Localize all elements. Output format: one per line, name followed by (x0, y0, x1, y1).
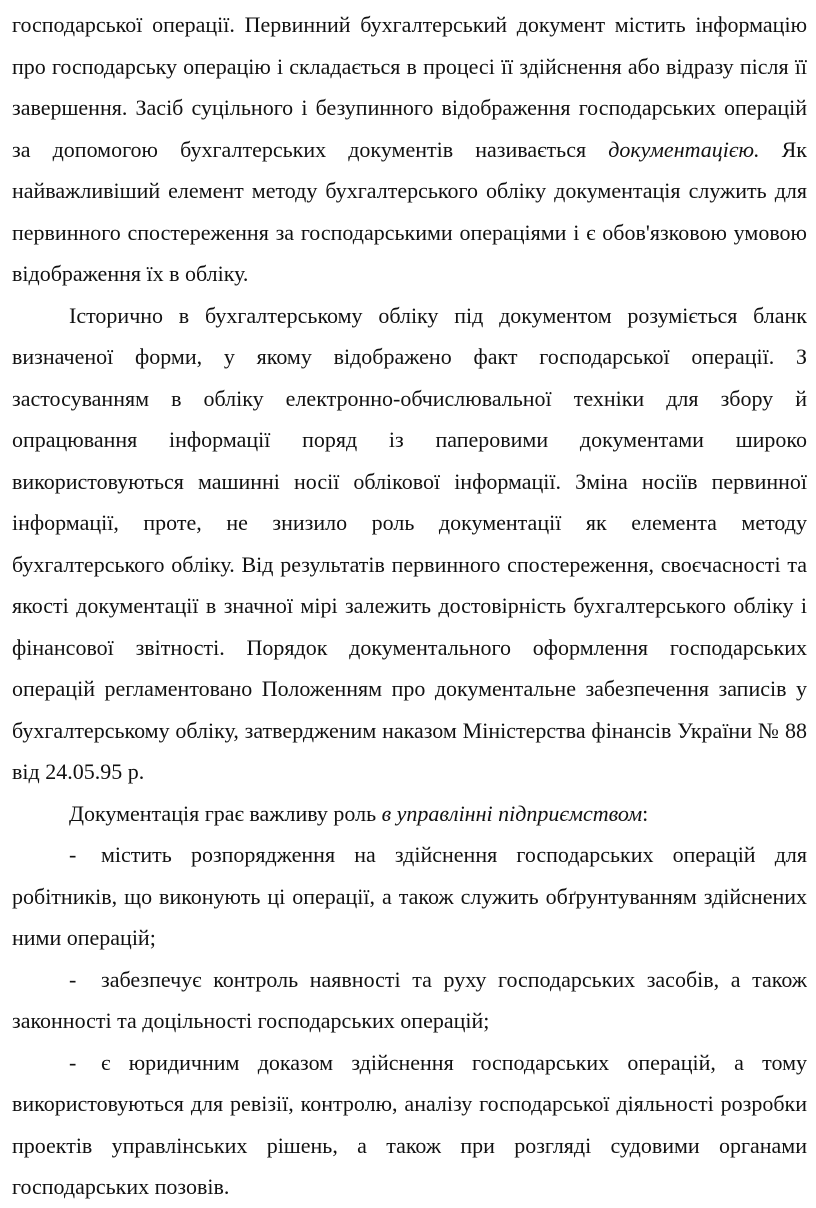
bullet-item (12, 959, 807, 1042)
bullet-text: забезпечує контроль наявності та руху господарських засобів, а також законності та доцільності господарських операцій; (12, 966, 807, 1033)
paragraph-documentation-definition (12, 4, 807, 295)
bullet-item (12, 1042, 807, 1208)
bullet-dash: - (69, 966, 77, 992)
paragraph-text: : (642, 800, 649, 826)
emphasized-term: документацією. (608, 136, 760, 162)
bullet-dash: - (69, 1049, 77, 1075)
bullet-dash: - (69, 842, 77, 867)
bullet-text: містить розпорядження на здійснення господарських операцій для робітників, що виконують ці операції, а також служить обґрунтуванням здійснених ними операцій; (12, 842, 807, 950)
paragraph-management-role (12, 793, 807, 835)
document-page (12, 4, 807, 1208)
paragraph-text: Як найважливіший елемент методу бухгалтерського обліку документація служить для первинного спостереження за господарськими операціями і є обов'язковою умовою відображення їх в обліку. (12, 136, 807, 286)
paragraph-text: Історично в бухгалтерському обліку під документом розуміється бланк визначеної форми, у якому відображено факт господарської операції. З застосуванням в обліку електронно-обчислювальної техніки для збору й опрацювання інформації поряд із паперовими документами широко використовуються машинні носії облікової інформації. Зміна носіїв первинної інформації, проте, не знизило роль документації як елемента методу бухгалтерського обліку. Від результатів первинного спостереження, своєчасності та якості документації в значної мірі залежить достовірність бухгалтерського обліку і фінансової звітності. Порядок документального оформлення господарських операцій регламентовано Положенням про документальне забезпечення записів у бухгалтерському обліку, затвердженим наказом Міністерства фінансів України № 88 від 24.05.95 р. (12, 302, 807, 784)
paragraph-history (12, 295, 807, 793)
emphasized-term: в управлінні підприємством (381, 800, 643, 826)
paragraph-text: господарської операції. Первинний бухгалтерський документ містить інформацію про господарську операцію і складається в процесі її здійснення або відразу після її завершення. Засіб суцільного і безупинного відображення господарських операцій за допомогою бухгалтерських документів називається (12, 12, 807, 162)
paragraph-text: Документація грає важливу роль (69, 800, 382, 826)
bullet-text: є юридичним доказом здійснення господарських операцій, а тому використовуються для ревізії, контролю, аналізу господарської діяльності розробки проектів управлінських рішень, а також при розгляді судовими органами господарських позовів. (12, 1049, 807, 1199)
bullet-item (12, 834, 807, 959)
